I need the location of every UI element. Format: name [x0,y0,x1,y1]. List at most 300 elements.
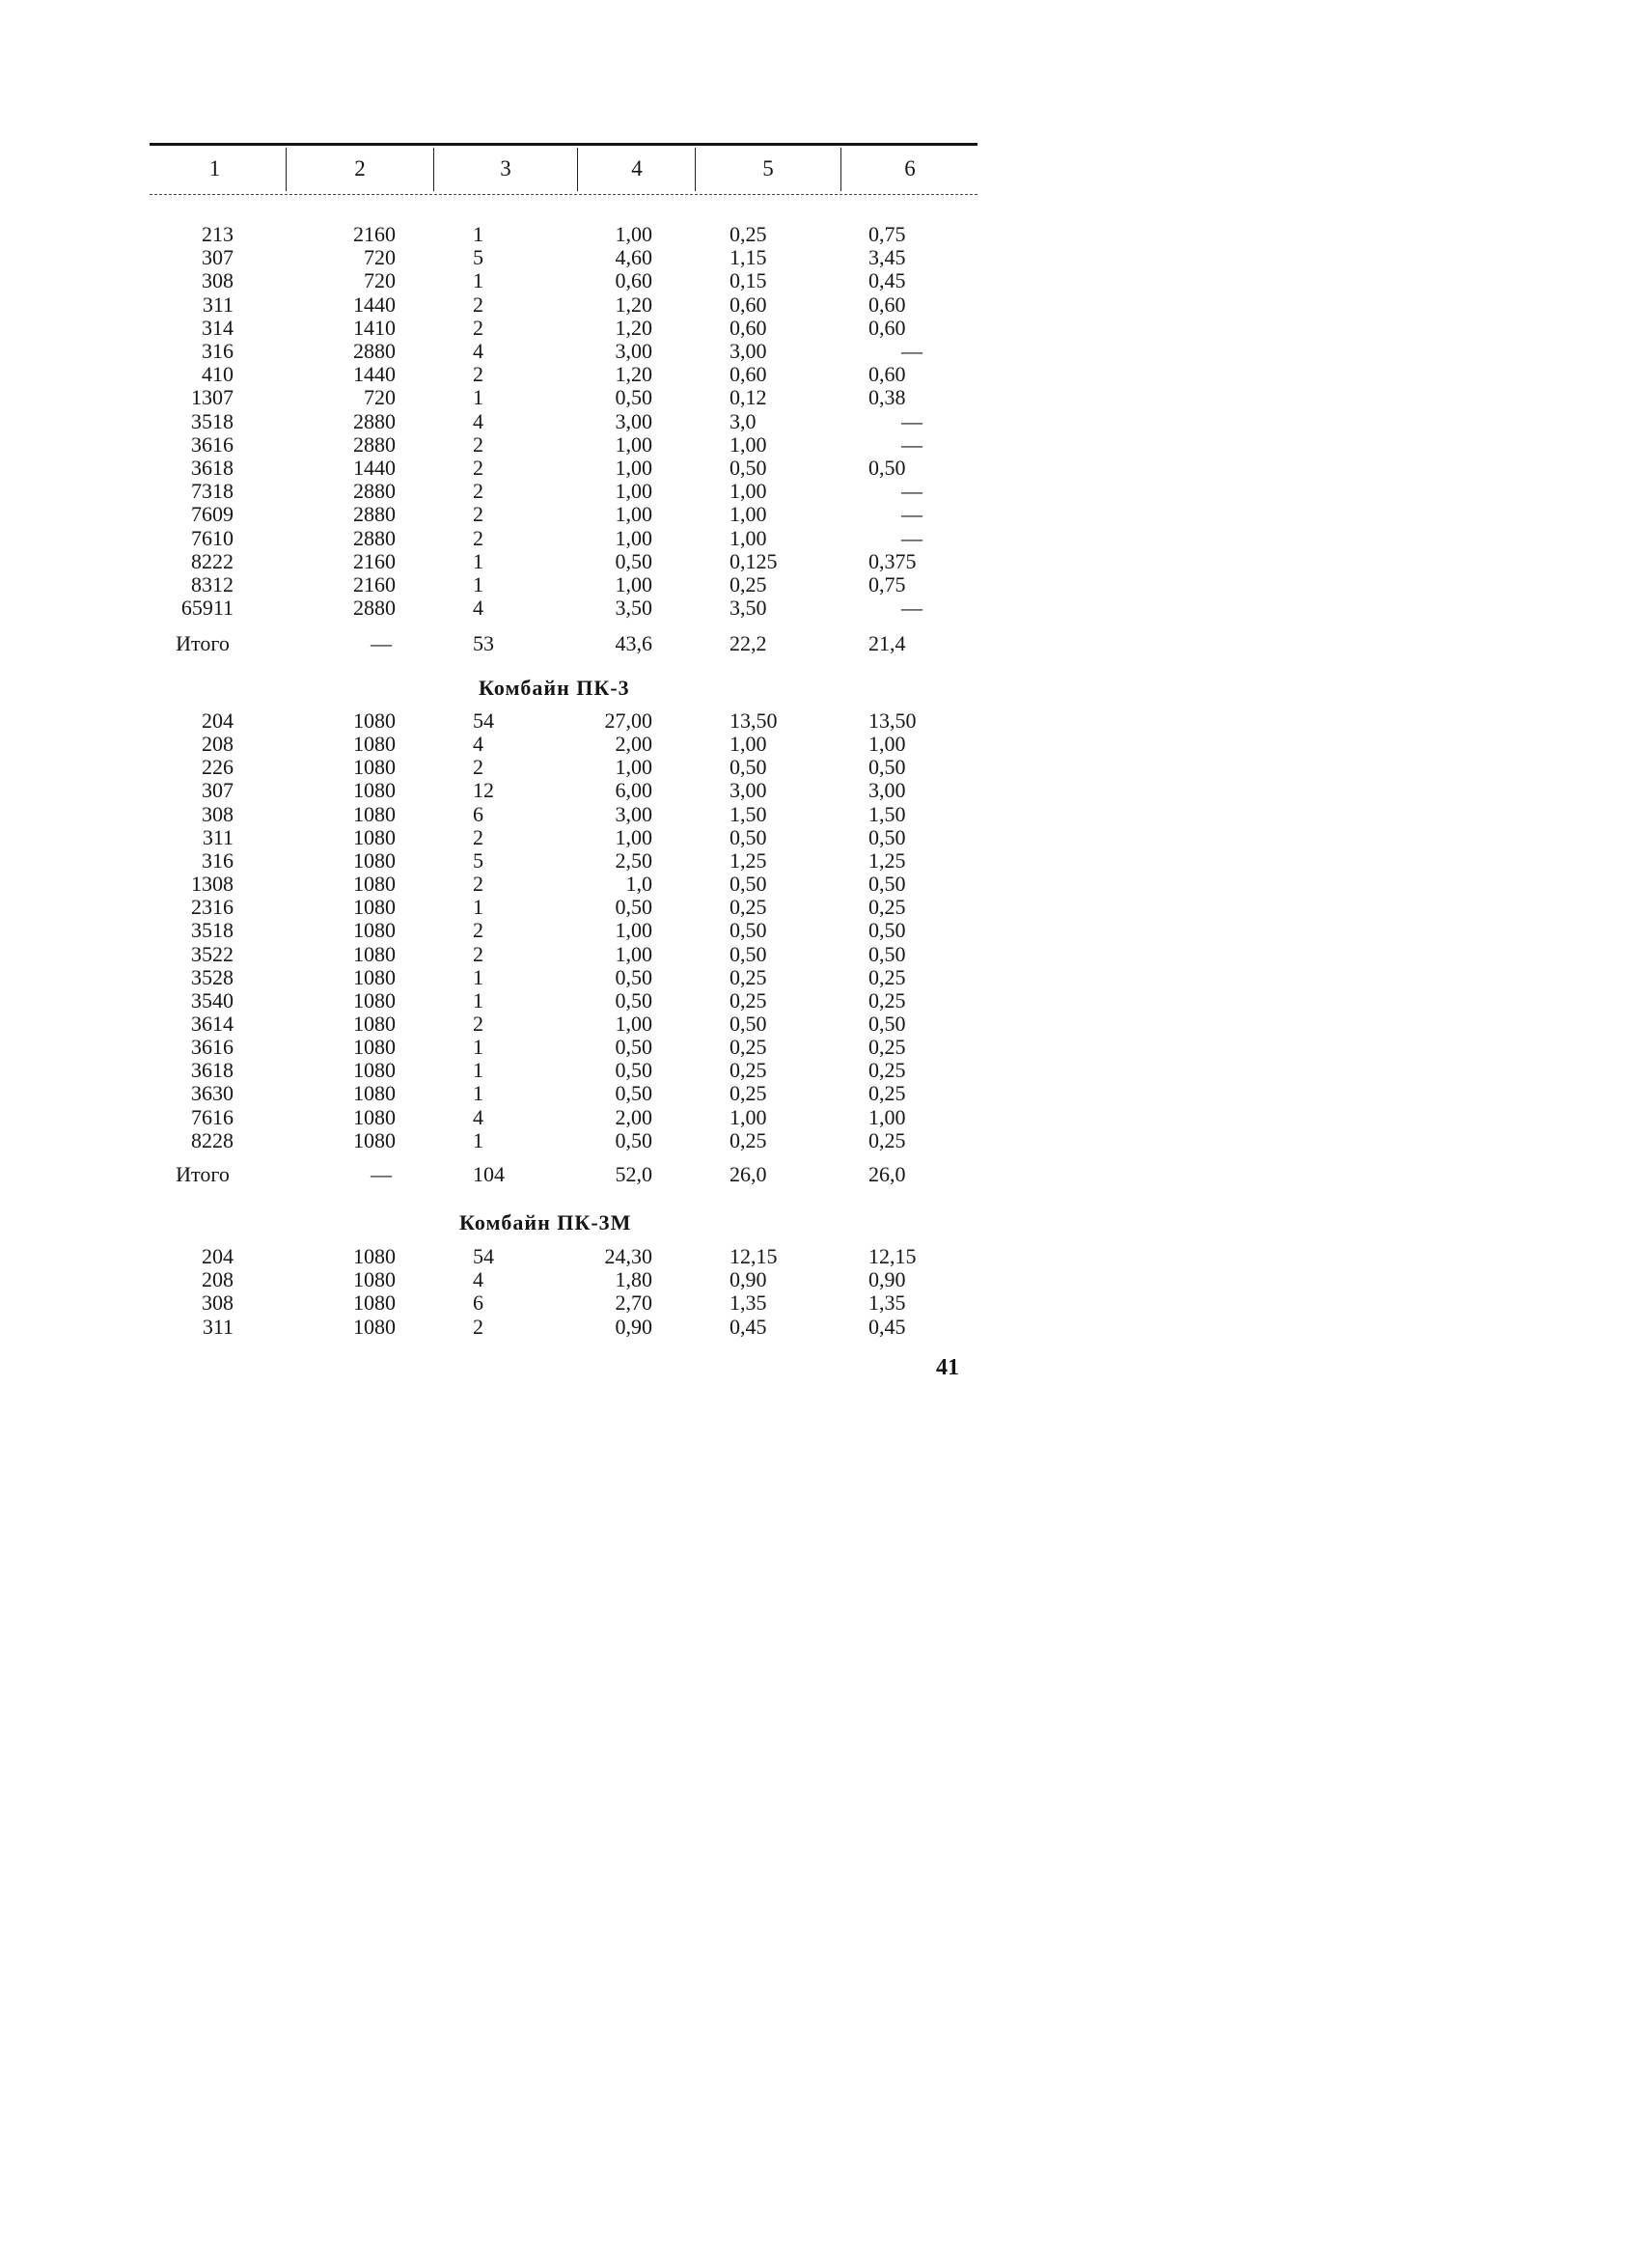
cell-col-6: 1,50 [868,801,906,826]
cell-col-2: 1080 [353,1011,396,1036]
cell-col-4: 3,00 [615,339,652,363]
cell-col-5: 0,45 [730,1314,767,1339]
cell-col-6: 0,90 [868,1267,906,1292]
table-row [0,293,1124,317]
cell-col-6: 3,45 [868,245,906,270]
cell-col-3: 6 [473,1290,483,1316]
cell-col-1: 410 [202,362,234,387]
cell-col-4: 0,50 [615,895,652,920]
cell-col-6: 0,25 [868,1127,906,1152]
header-col-1: 1 [208,156,221,180]
cell-col-1: 3616 [191,431,234,457]
cell-col-2: 1080 [353,941,396,966]
table-row [0,1245,1124,1268]
cell-col-2: 2160 [353,222,396,246]
cell-col-1: 3540 [191,987,234,1012]
cell-col-1: 307 [202,778,234,803]
cell-col-6: 26,0 [868,1162,906,1186]
cell-col-3: 2 [473,918,483,943]
table-row [0,457,1124,480]
cell-col-1: 308 [202,801,234,826]
cell-col-4: 2,50 [615,847,652,873]
cell-col-3: 2 [473,502,483,527]
cell-col-6: 0,60 [868,315,906,340]
table-row [0,1291,1124,1315]
cell-col-1: 3518 [191,918,234,943]
cell-col-5: 1,50 [730,801,767,826]
cell-col-3: 2 [473,872,483,897]
cell-col-3: 1 [473,1081,483,1106]
cell-col-2: 1080 [353,1081,396,1106]
cell-col-5: 0,25 [730,222,767,246]
cell-col-4: 1,80 [615,1267,652,1292]
cell-col-4: 6,00 [615,778,652,803]
cell-col-6: — [901,596,922,621]
cell-col-5: 0,60 [730,362,767,387]
cell-col-5: 3,00 [730,339,767,363]
cell-col-5: 13,50 [730,708,778,733]
cell-col-4: 0,50 [615,1081,652,1106]
cell-col-2: 1080 [353,987,396,1012]
table-row [0,386,1124,409]
cell-col-6: 0,25 [868,895,906,920]
table-row [0,919,1124,942]
table-row [0,1059,1124,1082]
cell-col-3: 1 [473,895,483,920]
cell-col-3: 2 [473,824,483,849]
cell-col-4: 1,0 [625,872,652,897]
cell-col-6: 1,35 [868,1290,906,1316]
cell-col-5: 1,15 [730,245,767,270]
cell-col-3: 1 [473,572,483,596]
cell-col-5: 0,25 [730,987,767,1012]
table-total-row [0,632,1124,655]
cell-col-3: 1 [473,964,483,989]
cell-col-6: 1,25 [868,847,906,873]
cell-col-2: 1080 [353,1035,396,1060]
table-total-row [0,1163,1124,1186]
cell-col-4: 2,00 [615,732,652,757]
cell-col-4: 1,00 [615,456,652,480]
table-row [0,573,1124,596]
cell-col-4: 1,00 [615,222,652,246]
cell-col-3: 2 [473,315,483,340]
cell-col-1: 3630 [191,1081,234,1106]
cell-col-3: 1 [473,1058,483,1083]
cell-col-2: — [371,1162,392,1186]
cell-col-1: 311 [202,1314,234,1339]
cell-col-6: 1,00 [868,732,906,757]
cell-col-1: 308 [202,268,234,293]
cell-col-5: 0,50 [730,918,767,943]
cell-col-4: 1,00 [615,431,652,457]
cell-col-2: 2880 [353,502,396,527]
cell-col-4: 2,70 [615,1290,652,1316]
cell-col-5: 1,00 [730,1104,767,1129]
cell-col-4: 1,00 [615,755,652,780]
cell-col-2: 1080 [353,964,396,989]
cell-col-1: 311 [202,291,234,317]
cell-col-1: 213 [202,222,234,246]
table-row [0,433,1124,457]
cell-col-6: 0,25 [868,1081,906,1106]
cell-col-6: 0,25 [868,987,906,1012]
table-row [0,733,1124,756]
cell-col-6: 13,50 [868,708,917,733]
cell-col-5: 1,00 [730,479,767,504]
cell-col-2: 1080 [353,918,396,943]
cell-col-3: 2 [473,479,483,504]
cell-col-1: 204 [202,1244,234,1268]
cell-col-5: 1,00 [730,525,767,550]
cell-col-3: 1 [473,987,483,1012]
cell-col-5: 3,50 [730,596,767,621]
cell-col-3: 2 [473,1314,483,1339]
cell-col-5: 0,12 [730,385,767,410]
cell-col-3: 2 [473,755,483,780]
cell-col-5: 0,25 [730,1058,767,1083]
section-title-pk3m: Комбайн ПК-3М [459,1210,632,1234]
table-row [0,1268,1124,1291]
table-row [0,779,1124,802]
cell-col-1: 226 [202,755,234,780]
cell-col-4: 1,20 [615,291,652,317]
cell-col-6: 0,38 [868,385,906,410]
header-col-6: 6 [904,156,916,180]
cell-col-4: 1,00 [615,502,652,527]
cell-col-3: 4 [473,732,483,757]
cell-col-6: 0,60 [868,291,906,317]
cell-col-2: 1440 [353,362,396,387]
cell-col-2: 2880 [353,339,396,363]
cell-col-2: 1440 [353,456,396,480]
cell-col-6: 0,25 [868,1058,906,1083]
cell-col-1: 208 [202,732,234,757]
cell-col-2: 1080 [353,895,396,920]
cell-col-5: 0,50 [730,941,767,966]
table-row [0,943,1124,966]
cell-col-3: 1 [473,1035,483,1060]
cell-col-3: 5 [473,847,483,873]
cell-col-6: — [901,408,922,433]
cell-col-6: 1,00 [868,1104,906,1129]
cell-col-4: 0,50 [615,385,652,410]
table-row [0,503,1124,526]
cell-col-2: 1080 [353,1127,396,1152]
cell-col-6: 0,50 [868,1011,906,1036]
cell-col-6: 0,50 [868,755,906,780]
table-row [0,527,1124,550]
cell-col-4: 1,00 [615,525,652,550]
table-row [0,1316,1124,1339]
cell-col-6: 0,50 [868,824,906,849]
cell-col-5: 0,25 [730,1081,767,1106]
cell-col-3: 1 [473,385,483,410]
cell-col-3: 2 [473,456,483,480]
cell-col-4: 1,00 [615,918,652,943]
cell-col-6: 0,375 [868,548,917,573]
cell-col-2: 1080 [353,1314,396,1339]
cell-col-4: 1,20 [615,315,652,340]
table-row [0,709,1124,733]
table-row [0,1082,1124,1105]
document-page [0,0,1124,1528]
cell-col-5: 22,2 [730,631,767,655]
cell-col-2: 1080 [353,1267,396,1292]
cell-col-5: 0,25 [730,1035,767,1060]
cell-col-2: 2880 [353,408,396,433]
cell-col-1: 2316 [191,895,234,920]
header-col-4: 4 [631,156,643,180]
cell-col-5: 0,90 [730,1267,767,1292]
table-row [0,1012,1124,1036]
cell-col-6: 12,15 [868,1244,917,1268]
cell-col-1: 3518 [191,408,234,433]
cell-col-1: 3618 [191,1058,234,1083]
cell-col-5: 0,25 [730,895,767,920]
cell-col-5: 0,50 [730,824,767,849]
table-row [0,363,1124,386]
cell-col-3: 53 [473,631,494,655]
cell-col-5: 0,25 [730,1127,767,1152]
cell-col-3: 4 [473,596,483,621]
cell-col-2: 1080 [353,1058,396,1083]
cell-col-2: 1080 [353,1244,396,1268]
table-row [0,873,1124,896]
cell-col-4: 0,50 [615,987,652,1012]
table-row [0,223,1124,246]
cell-col-4: 1,00 [615,941,652,966]
cell-col-3: 5 [473,245,483,270]
cell-col-5: 0,25 [730,964,767,989]
cell-col-2: 720 [364,268,396,293]
cell-col-5: 26,0 [730,1162,767,1186]
cell-col-2: 2880 [353,596,396,621]
cell-col-3: 4 [473,1104,483,1129]
cell-col-4: 0,60 [615,268,652,293]
cell-col-6: 0,45 [868,1314,906,1339]
cell-col-2: 1080 [353,778,396,803]
cell-col-6: — [901,525,922,550]
cell-col-1: 316 [202,339,234,363]
cell-col-1: 308 [202,1290,234,1316]
cell-col-6: 0,50 [868,941,906,966]
cell-col-5: 1,00 [730,502,767,527]
cell-col-4: 3,50 [615,596,652,621]
header-col-3: 3 [500,156,511,180]
cell-col-5: 0,125 [730,548,778,573]
table-row [0,317,1124,340]
cell-col-5: 0,50 [730,1011,767,1036]
cell-col-4: 0,50 [615,964,652,989]
cell-col-2: 2160 [353,548,396,573]
cell-col-4: 1,00 [615,824,652,849]
cell-col-4: 1,00 [615,572,652,596]
cell-col-6: — [901,339,922,363]
cell-col-2: 720 [364,245,396,270]
cell-col-2: 1410 [353,315,396,340]
cell-col-3: 54 [473,1244,494,1268]
section-title-pk3: Комбайн ПК-3 [479,676,630,700]
cell-col-1: Итого [176,1162,230,1186]
cell-col-5: 3,00 [730,778,767,803]
cell-col-6: 21,4 [868,631,906,655]
cell-col-1: 7609 [191,502,234,527]
cell-col-3: 2 [473,431,483,457]
cell-col-1: 1307 [191,385,234,410]
cell-col-6: 0,50 [868,918,906,943]
cell-col-1: 316 [202,847,234,873]
cell-col-4: 1,00 [615,1011,652,1036]
cell-col-3: 4 [473,339,483,363]
table-row [0,340,1124,363]
cell-col-2: 1080 [353,872,396,897]
cell-col-1: 3616 [191,1035,234,1060]
cell-col-4: 3,00 [615,408,652,433]
cell-col-5: 1,00 [730,732,767,757]
cell-col-3: 104 [473,1162,505,1186]
cell-col-1: 8312 [191,572,234,596]
cell-col-6: 3,00 [868,778,906,803]
cell-col-4: 0,50 [615,1035,652,1060]
page-number: 41 [936,1355,959,1380]
cell-col-2: 1080 [353,847,396,873]
cell-col-6: — [901,431,922,457]
cell-col-1: 8222 [191,548,234,573]
cell-col-3: 2 [473,291,483,317]
cell-col-2: 2880 [353,525,396,550]
cell-col-6: 0,50 [868,456,906,480]
cell-col-4: 43,6 [615,631,652,655]
cell-col-6: — [901,479,922,504]
table-row [0,989,1124,1012]
cell-col-2: 1080 [353,824,396,849]
cell-col-4: 0,50 [615,1058,652,1083]
cell-col-3: 6 [473,801,483,826]
cell-col-5: 12,15 [730,1244,778,1268]
cell-col-6: 0,75 [868,222,906,246]
cell-col-1: 3614 [191,1011,234,1036]
cell-col-1: 3618 [191,456,234,480]
cell-col-5: 1,00 [730,431,767,457]
table-row [0,269,1124,292]
header-col-5: 5 [762,156,774,180]
cell-col-1: Итого [176,631,230,655]
table-row [0,896,1124,919]
cell-col-4: 4,60 [615,245,652,270]
cell-col-4: 0,50 [615,1127,652,1152]
cell-col-5: 1,25 [730,847,767,873]
cell-col-3: 54 [473,708,494,733]
cell-col-5: 0,50 [730,456,767,480]
cell-col-5: 0,50 [730,755,767,780]
cell-col-5: 3,0 [730,408,757,433]
table-body [0,0,1124,1528]
table-row [0,596,1124,620]
cell-col-4: 1,20 [615,362,652,387]
cell-col-3: 1 [473,548,483,573]
cell-col-2: 2880 [353,479,396,504]
cell-col-2: 2160 [353,572,396,596]
cell-col-2: 1440 [353,291,396,317]
cell-col-5: 0,25 [730,572,767,596]
table-row [0,756,1124,779]
cell-col-6: 0,25 [868,964,906,989]
cell-col-4: 27,00 [604,708,652,733]
cell-col-3: 4 [473,408,483,433]
cell-col-1: 208 [202,1267,234,1292]
cell-col-2: — [371,631,392,655]
cell-col-1: 311 [202,824,234,849]
cell-col-4: 24,30 [604,1244,652,1268]
cell-col-1: 307 [202,245,234,270]
table-row [0,246,1124,269]
table-row [0,410,1124,433]
table-row [0,550,1124,573]
cell-col-1: 7318 [191,479,234,504]
cell-col-1: 314 [202,315,234,340]
cell-col-3: 2 [473,941,483,966]
cell-col-2: 1080 [353,732,396,757]
cell-col-1: 204 [202,708,234,733]
cell-col-2: 1080 [353,801,396,826]
cell-col-3: 4 [473,1267,483,1292]
cell-col-2: 2880 [353,431,396,457]
cell-col-4: 1,00 [615,479,652,504]
cell-col-3: 1 [473,222,483,246]
cell-col-3: 1 [473,268,483,293]
cell-col-5: 0,15 [730,268,767,293]
cell-col-6: 0,25 [868,1035,906,1060]
table-row [0,966,1124,989]
cell-col-3: 2 [473,362,483,387]
cell-col-3: 1 [473,1127,483,1152]
cell-col-1: 7610 [191,525,234,550]
table-row [0,1106,1124,1129]
cell-col-6: 0,45 [868,268,906,293]
cell-col-5: 0,60 [730,291,767,317]
cell-col-2: 1080 [353,1104,396,1129]
table-row [0,826,1124,849]
cell-col-4: 2,00 [615,1104,652,1129]
table-row [0,1129,1124,1152]
cell-col-2: 1080 [353,755,396,780]
cell-col-1: 3528 [191,964,234,989]
cell-col-3: 12 [473,778,494,803]
cell-col-1: 7616 [191,1104,234,1129]
header-col-2: 2 [354,156,366,180]
cell-col-1: 8228 [191,1127,234,1152]
cell-col-2: 1080 [353,708,396,733]
cell-col-5: 0,50 [730,872,767,897]
cell-col-4: 0,50 [615,548,652,573]
cell-col-2: 720 [364,385,396,410]
cell-col-4: 52,0 [615,1162,652,1186]
cell-col-2: 1080 [353,1290,396,1316]
cell-col-1: 3522 [191,941,234,966]
table-row [0,480,1124,503]
table-row [0,849,1124,873]
cell-col-4: 0,90 [615,1314,652,1339]
cell-col-4: 3,00 [615,801,652,826]
cell-col-6: 0,75 [868,572,906,596]
cell-col-3: 2 [473,525,483,550]
cell-col-3: 2 [473,1011,483,1036]
table-row [0,803,1124,826]
cell-col-6: 0,60 [868,362,906,387]
cell-col-1: 1308 [191,872,234,897]
cell-col-1: 65911 [180,596,234,621]
